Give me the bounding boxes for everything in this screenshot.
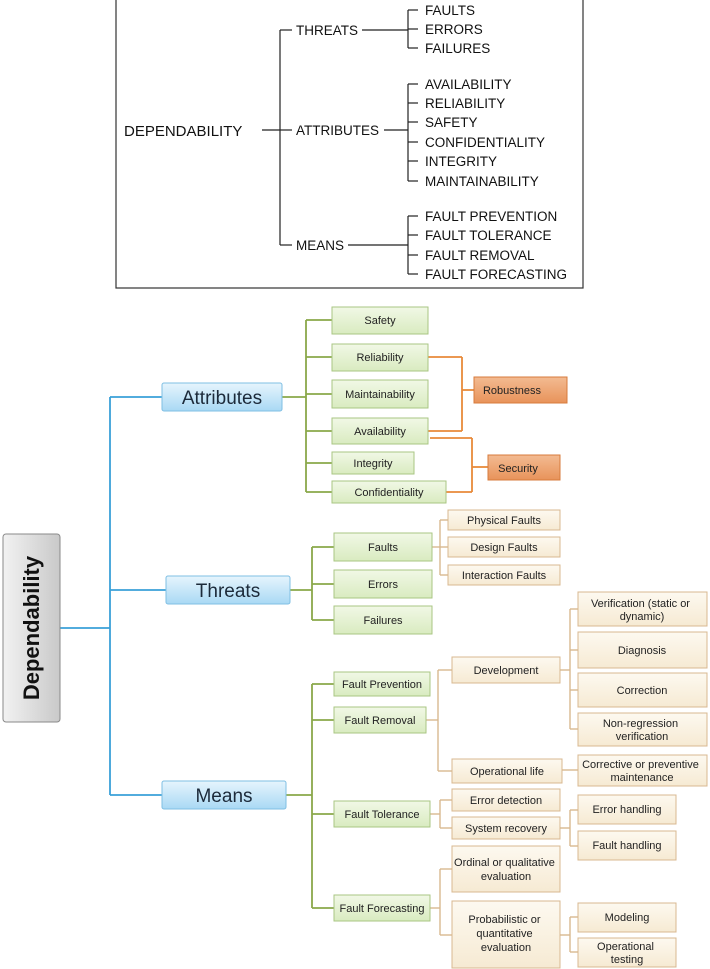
forecasting-probabilistic-node bbox=[452, 901, 560, 968]
top-tree bbox=[116, 0, 583, 288]
fault-type-physical-node bbox=[448, 510, 560, 530]
group-security-label: Security bbox=[498, 463, 538, 475]
threat-errors-label: Errors bbox=[368, 579, 398, 591]
top-leaf-faults: FAULTS bbox=[425, 3, 476, 18]
threat-faults-node bbox=[334, 533, 432, 561]
development-non-regression-line-2: verification bbox=[615, 731, 669, 743]
attribute-integrity-label: Integrity bbox=[353, 458, 393, 470]
threat-errors-node bbox=[334, 570, 432, 598]
fault-type-interaction-node bbox=[448, 565, 560, 585]
category-node-attributes bbox=[162, 383, 282, 411]
top-leaf-failures: FAILURES bbox=[425, 41, 491, 56]
probabilistic-modeling-node bbox=[578, 903, 676, 932]
top-leaf-availability: AVAILABILITY bbox=[425, 77, 512, 92]
top-leaf-maintainability: MAINTAINABILITY bbox=[425, 174, 539, 189]
top-root-label: DEPENDABILITY bbox=[124, 123, 243, 140]
top-leaf-fault-tolerance: FAULT TOLERANCE bbox=[425, 228, 552, 243]
attribute-reliability-label: Reliability bbox=[356, 352, 404, 364]
threat-failures-label: Failures bbox=[363, 615, 403, 627]
tolerance-error-detection-node bbox=[452, 789, 560, 811]
recovery-fault-handling-node bbox=[578, 831, 676, 860]
top-leaf-errors: ERRORS bbox=[425, 22, 483, 37]
top-leaf-fault-prevention: FAULT PREVENTION bbox=[425, 209, 558, 224]
attribute-reliability-node bbox=[332, 344, 428, 371]
tolerance-error-detection-label: Error detection bbox=[469, 795, 543, 807]
attribute-availability-label: Availability bbox=[354, 426, 406, 438]
probabilistic-operational-testing-node bbox=[578, 938, 676, 967]
removal-development-node bbox=[452, 657, 560, 683]
development-verification-node bbox=[578, 592, 707, 626]
removal-development-label: Development bbox=[473, 665, 539, 677]
means-fault-prevention-label: Fault Prevention bbox=[341, 679, 423, 691]
attribute-integrity-node bbox=[332, 452, 414, 474]
attribute-confidentiality-label: Confidentiality bbox=[354, 487, 424, 499]
recovery-fault-handling-label: Fault handling bbox=[592, 840, 662, 852]
bottom-tree bbox=[3, 307, 707, 968]
fault-type-design-node bbox=[448, 537, 560, 557]
removal-operational-life-node bbox=[452, 759, 562, 783]
means-fault-removal-label: Fault Removal bbox=[344, 715, 416, 727]
category-label-attributes: Attributes bbox=[181, 388, 263, 409]
recovery-error-handling-node bbox=[578, 795, 676, 824]
top-leaf-integrity: INTEGRITY bbox=[425, 154, 498, 169]
attribute-safety-node bbox=[332, 307, 428, 334]
means-fault-removal-node bbox=[334, 707, 426, 733]
development-non-regression-line-1: Non-regression bbox=[602, 718, 679, 730]
root-label: Dependability bbox=[19, 555, 44, 701]
development-verification-line-1: Verification (static or bbox=[590, 598, 690, 610]
forecasting-probabilistic-line-2: quantitative bbox=[476, 928, 533, 940]
top-branch-threats: THREATS bbox=[296, 23, 359, 38]
top-leaf-fault-forecasting: FAULT FORECASTING bbox=[425, 267, 568, 282]
top-leaf-reliability: RELIABILITY bbox=[425, 96, 506, 111]
recovery-error-handling-label: Error handling bbox=[592, 804, 662, 816]
removal-operational-life-label: Operational life bbox=[470, 766, 544, 778]
means-fault-tolerance-label: Fault Tolerance bbox=[344, 809, 420, 821]
fault-type-interaction-label: Interaction Faults bbox=[461, 570, 547, 582]
forecasting-ordinal-line-2: evaluation bbox=[480, 871, 532, 883]
development-correction-node bbox=[578, 673, 707, 707]
group-security-node bbox=[488, 455, 560, 480]
means-fault-forecasting-label: Fault Forecasting bbox=[339, 903, 425, 915]
forecasting-ordinal-node bbox=[452, 846, 560, 892]
top-branch-means: MEANS bbox=[296, 238, 345, 253]
probabilistic-operational-testing-line-1: Operational bbox=[597, 941, 654, 953]
development-correction-label: Correction bbox=[616, 685, 668, 697]
top-branch-attributes: ATTRIBUTES bbox=[296, 123, 380, 138]
attribute-maintainability-label: Maintainability bbox=[345, 389, 415, 401]
root-node-dependability bbox=[3, 534, 60, 722]
forecasting-probabilistic-line-1: Probabilistic or bbox=[468, 914, 541, 926]
operational-corrective-line-2: maintenance bbox=[610, 772, 674, 784]
top-leaf-safety: SAFETY bbox=[425, 115, 478, 130]
operational-corrective-node bbox=[578, 755, 707, 786]
development-diagnosis-label: Diagnosis bbox=[617, 645, 667, 657]
development-verification-line-2: dynamic) bbox=[619, 611, 665, 623]
category-label-threats: Threats bbox=[195, 581, 261, 602]
means-fault-tolerance-node bbox=[334, 801, 430, 827]
forecasting-ordinal-line-1: Ordinal or qualitative bbox=[454, 857, 555, 869]
means-fault-prevention-node bbox=[334, 672, 430, 696]
category-node-means bbox=[162, 781, 286, 809]
means-fault-forecasting-node bbox=[334, 895, 430, 921]
attribute-safety-label: Safety bbox=[364, 315, 396, 327]
category-node-threats bbox=[166, 576, 290, 604]
tolerance-system-recovery-label: System recovery bbox=[465, 823, 547, 835]
top-leaf-confidentiality: CONFIDENTIALITY bbox=[425, 135, 546, 150]
probabilistic-modeling-label: Modeling bbox=[604, 912, 650, 924]
tolerance-system-recovery-node bbox=[452, 817, 560, 839]
top-leaf-fault-removal: FAULT REMOVAL bbox=[425, 248, 535, 263]
development-diagnosis-node bbox=[578, 632, 707, 668]
fault-type-design-label: Design Faults bbox=[470, 542, 538, 554]
threat-faults-label: Faults bbox=[368, 542, 398, 554]
forecasting-probabilistic-line-3: evaluation bbox=[480, 942, 532, 954]
category-label-means: Means bbox=[195, 786, 253, 807]
probabilistic-operational-testing-line-2: testing bbox=[610, 954, 644, 966]
attribute-availability-node bbox=[332, 418, 428, 444]
attribute-maintainability-node bbox=[332, 380, 428, 408]
attribute-confidentiality-node bbox=[332, 481, 446, 503]
group-robustness-node bbox=[474, 377, 567, 403]
fault-type-physical-label: Physical Faults bbox=[467, 515, 541, 527]
group-robustness-label: Robustness bbox=[482, 385, 542, 397]
operational-corrective-line-1: Corrective or preventive bbox=[582, 759, 699, 771]
threat-failures-node bbox=[334, 606, 432, 634]
development-non-regression-node bbox=[578, 713, 707, 746]
